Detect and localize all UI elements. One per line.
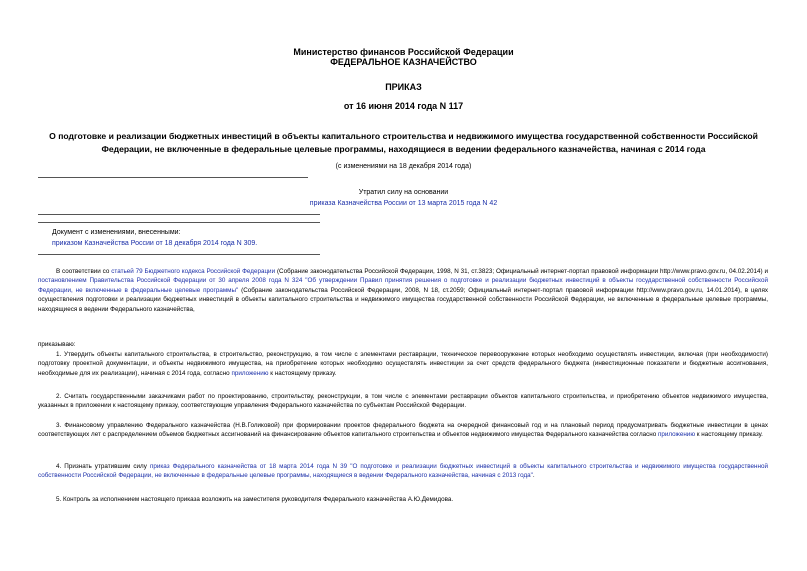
divider: [38, 214, 320, 215]
changes-note: (с изменениями на 18 декабря 2014 года): [335, 163, 472, 170]
document-type: ПРИКАЗ: [385, 82, 422, 92]
order-item-4: [38, 462, 768, 481]
item-text: .: [532, 472, 535, 480]
amendments-label: Документ с изменениями, внесенными:: [52, 229, 181, 236]
divider: [38, 222, 320, 223]
lost-force-link[interactable]: приказа Казначейства России от 13 марта 2015 года N 42: [309, 200, 498, 207]
document-date: от 16 июня 2014 года N 117: [343, 101, 464, 111]
divider: [38, 177, 308, 178]
amendments-link[interactable]: приказом Казначейства России от 18 декабря 2014 года N 309.: [52, 240, 258, 247]
appendix-link[interactable]: приложению: [231, 369, 269, 377]
repealed-order-link[interactable]: приказ Федерального казначейства от 18 марта 2014 года N 39 "О подготовке и реализации бюджетных инвестиций в объекты капитального строительства и недвижимого имущества государственной собственности Российской Федерации, не включенные в федеральные целевые программы, находящиеся в ведении Федерального казначейства, начиная с 2013 года": [38, 463, 768, 480]
item-text: 1. Утвердить объекты капитального строительства, в строительство, реконструкцию, в том числе с элементами реставрации, техническое перевооружение которых необходимо осуществлять инвестиции, включая (при необходимости) подготовку проектной документации, и объекты недвижимого имущества, на приобретение которых необходимо осуществлять инвестиции за счет средств федерального бюджета (инвестиционные показатели и бюджетные ассигнования, необходимые для их реализации), начиная с 2014 года, согласно: [38, 351, 768, 377]
document-title: О подготовке и реализации бюджетных инвестиций в объекты капитального строительства и недвижимого имущества государственной собственности Российской Федерации, не включенные в федеральные целевые программы, находящиеся в ведении федерального казначейства, начиная с 2014 года: [49, 131, 758, 154]
government-decree-link[interactable]: постановлением Правительства Российской Федерации от 30 апреля 2008 года N 324 "Об утверждении Правил принятия решения о подготовке и реализации бюджетных инвестиций в объекты государственной собственности Российской Федерации, не включенные в федеральные целевые программы": [38, 277, 768, 294]
lost-force-text: Утратил силу на основании: [358, 189, 449, 196]
ministry-heading: Министерство финансов Российской Федерации: [293, 47, 514, 57]
item-text: 4. Признать утратившим силу: [56, 463, 150, 470]
budget-code-link[interactable]: статьей 79 Бюджетного кодекса Российской Федерации: [111, 268, 276, 275]
order-word: приказываю:: [38, 341, 76, 348]
item-text: к настоящему приказу.: [268, 369, 337, 377]
treasury-heading: ФЕДЕРАЛЬНОЕ КАЗНАЧЕЙСТВО: [330, 57, 477, 67]
order-item-1: [38, 350, 768, 378]
preamble-paragraph: [38, 267, 768, 314]
preamble-text: В соответствии со: [56, 268, 112, 275]
order-item-2: 2. Считать государственными заказчиками работ по проектированию, строительству, реконструкции, в том числе с элементами реставрации объектов капитального строительства, и приобретению объектов недвижимого имущества, указанных в приложении к настоящему приказу, соответствующие управления Федерального казначейства по субъектам Российской Федерации.: [38, 393, 768, 410]
item-text: 3. Финансовому управлению Федерального казначейства (Н.В.Голиковой) при формировании проектов федерального бюджета на очередной финансовый год и на плановый период предусматривать бюджетные инвестиции в ценах соответствующих лет с распределением объемов бюджетных ассигнований на финансирование объектов капитального строительства и объектов недвижимого имущества Федерального казначейства согласно: [38, 422, 768, 439]
order-item-5: 5. Контроль за исполнением настоящего приказа возложить на заместителя руководителя Федерального казначейства А.Ю.Демидова.: [56, 496, 454, 503]
preamble-text: (Собрание законодательства Российской Федерации, 1998, N 31, ст.3823; Официальный интернет-портал правовой информации http://www.pravo.gov.ru, 04.02.2014) и: [275, 268, 768, 275]
appendix-link[interactable]: приложению: [658, 431, 696, 439]
divider: [38, 254, 320, 255]
preamble-text: (Собрание законодательства Российской Федерации, 2008, N 18, ст.2059; Официальный интернет-портал правовой информации http://www.pravo.gov.ru, 14.01.2014), в целях осуществления подготовки и реализации бюджетных инвестиций в объекты капитального строительства и недвижимого имущества государственной собственности Российской Федерации, не включенные в федеральные целевые программы, находящиеся в ведении Федерального казначейства,: [38, 286, 769, 313]
order-item-3: [38, 421, 768, 440]
item-text: к настоящему приказу.: [695, 431, 763, 439]
